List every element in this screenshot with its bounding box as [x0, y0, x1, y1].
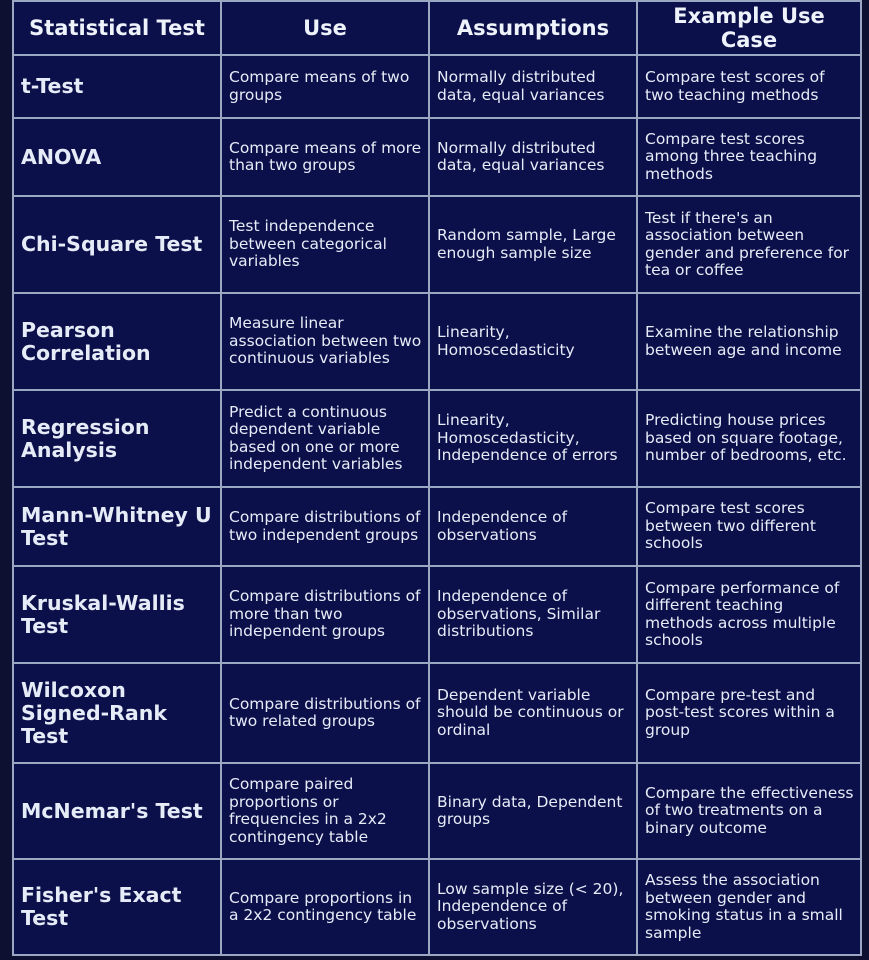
cell-example: Assess the association between gender and smoking status in a small sample: [637, 859, 861, 955]
table-header: [13, 1, 861, 55]
table-row: [13, 859, 861, 955]
cell-assumptions: Independence of observations, Similar distributions: [429, 566, 637, 663]
cell-example: Examine the relationship between age and income: [637, 293, 861, 390]
cell-use: Compare means of more than two groups: [221, 118, 429, 196]
cell-use: Compare distributions of more than two independent groups: [221, 566, 429, 663]
cell-assumptions: Normally distributed data, equal variances: [429, 55, 637, 118]
table-row: [13, 763, 861, 859]
cell-use: Measure linear association between two continuous variables: [221, 293, 429, 390]
cell-test-name: Wilcoxon Signed-Rank Test: [13, 663, 221, 763]
cell-use: Compare proportions in a 2x2 contingency table: [221, 859, 429, 955]
cell-assumptions: Independence of observations: [429, 487, 637, 566]
cell-test-name: McNemar's Test: [13, 763, 221, 859]
table-row: [13, 293, 861, 390]
statistical-tests-table: [12, 0, 862, 956]
cell-test-name: Kruskal-Wallis Test: [13, 566, 221, 663]
header-use: Use: [221, 1, 429, 55]
cell-use: Test independence between categorical variables: [221, 196, 429, 293]
header-example-use-case: Example Use Case: [637, 1, 861, 55]
cell-test-name: t-Test: [13, 55, 221, 118]
table-row: [13, 196, 861, 293]
table-row: [13, 118, 861, 196]
cell-assumptions: Linearity, Homoscedasticity: [429, 293, 637, 390]
cell-use: Compare means of two groups: [221, 55, 429, 118]
cell-test-name: Regression Analysis: [13, 390, 221, 487]
table-row: [13, 55, 861, 118]
cell-test-name: ANOVA: [13, 118, 221, 196]
cell-use: Compare distributions of two independent groups: [221, 487, 429, 566]
cell-assumptions: Binary data, Dependent groups: [429, 763, 637, 859]
cell-test-name: Chi-Square Test: [13, 196, 221, 293]
cell-example: Compare the effectiveness of two treatments on a binary outcome: [637, 763, 861, 859]
table-row: [13, 390, 861, 487]
cell-test-name: Pearson Correlation: [13, 293, 221, 390]
cell-test-name: Fisher's Exact Test: [13, 859, 221, 955]
table-row: [13, 566, 861, 663]
cell-test-name: Mann-Whitney U Test: [13, 487, 221, 566]
table-body: [13, 55, 861, 955]
cell-example: Compare pre-test and post-test scores within a group: [637, 663, 861, 763]
cell-assumptions: Random sample, Large enough sample size: [429, 196, 637, 293]
header-statistical-test: Statistical Test: [13, 1, 221, 55]
cell-assumptions: Dependent variable should be continuous or ordinal: [429, 663, 637, 763]
cell-assumptions: Low sample size (< 20), Independence of observations: [429, 859, 637, 955]
header-assumptions: Assumptions: [429, 1, 637, 55]
statistical-tests-table-container: [12, 0, 860, 958]
header-row: [13, 1, 861, 55]
cell-example: Compare performance of different teaching methods across multiple schools: [637, 566, 861, 663]
cell-use: Compare distributions of two related groups: [221, 663, 429, 763]
cell-example: Compare test scores between two different schools: [637, 487, 861, 566]
table-row: [13, 663, 861, 763]
cell-assumptions: Linearity, Homoscedasticity, Independence of errors: [429, 390, 637, 487]
cell-assumptions: Normally distributed data, equal variances: [429, 118, 637, 196]
cell-use: Predict a continuous dependent variable based on one or more independent variables: [221, 390, 429, 487]
cell-use: Compare paired proportions or frequencies in a 2x2 contingency table: [221, 763, 429, 859]
cell-example: Test if there's an association between gender and preference for tea or coffee: [637, 196, 861, 293]
cell-example: Compare test scores of two teaching methods: [637, 55, 861, 118]
table-row: [13, 487, 861, 566]
cell-example: Predicting house prices based on square footage, number of bedrooms, etc.: [637, 390, 861, 487]
cell-example: Compare test scores among three teaching methods: [637, 118, 861, 196]
